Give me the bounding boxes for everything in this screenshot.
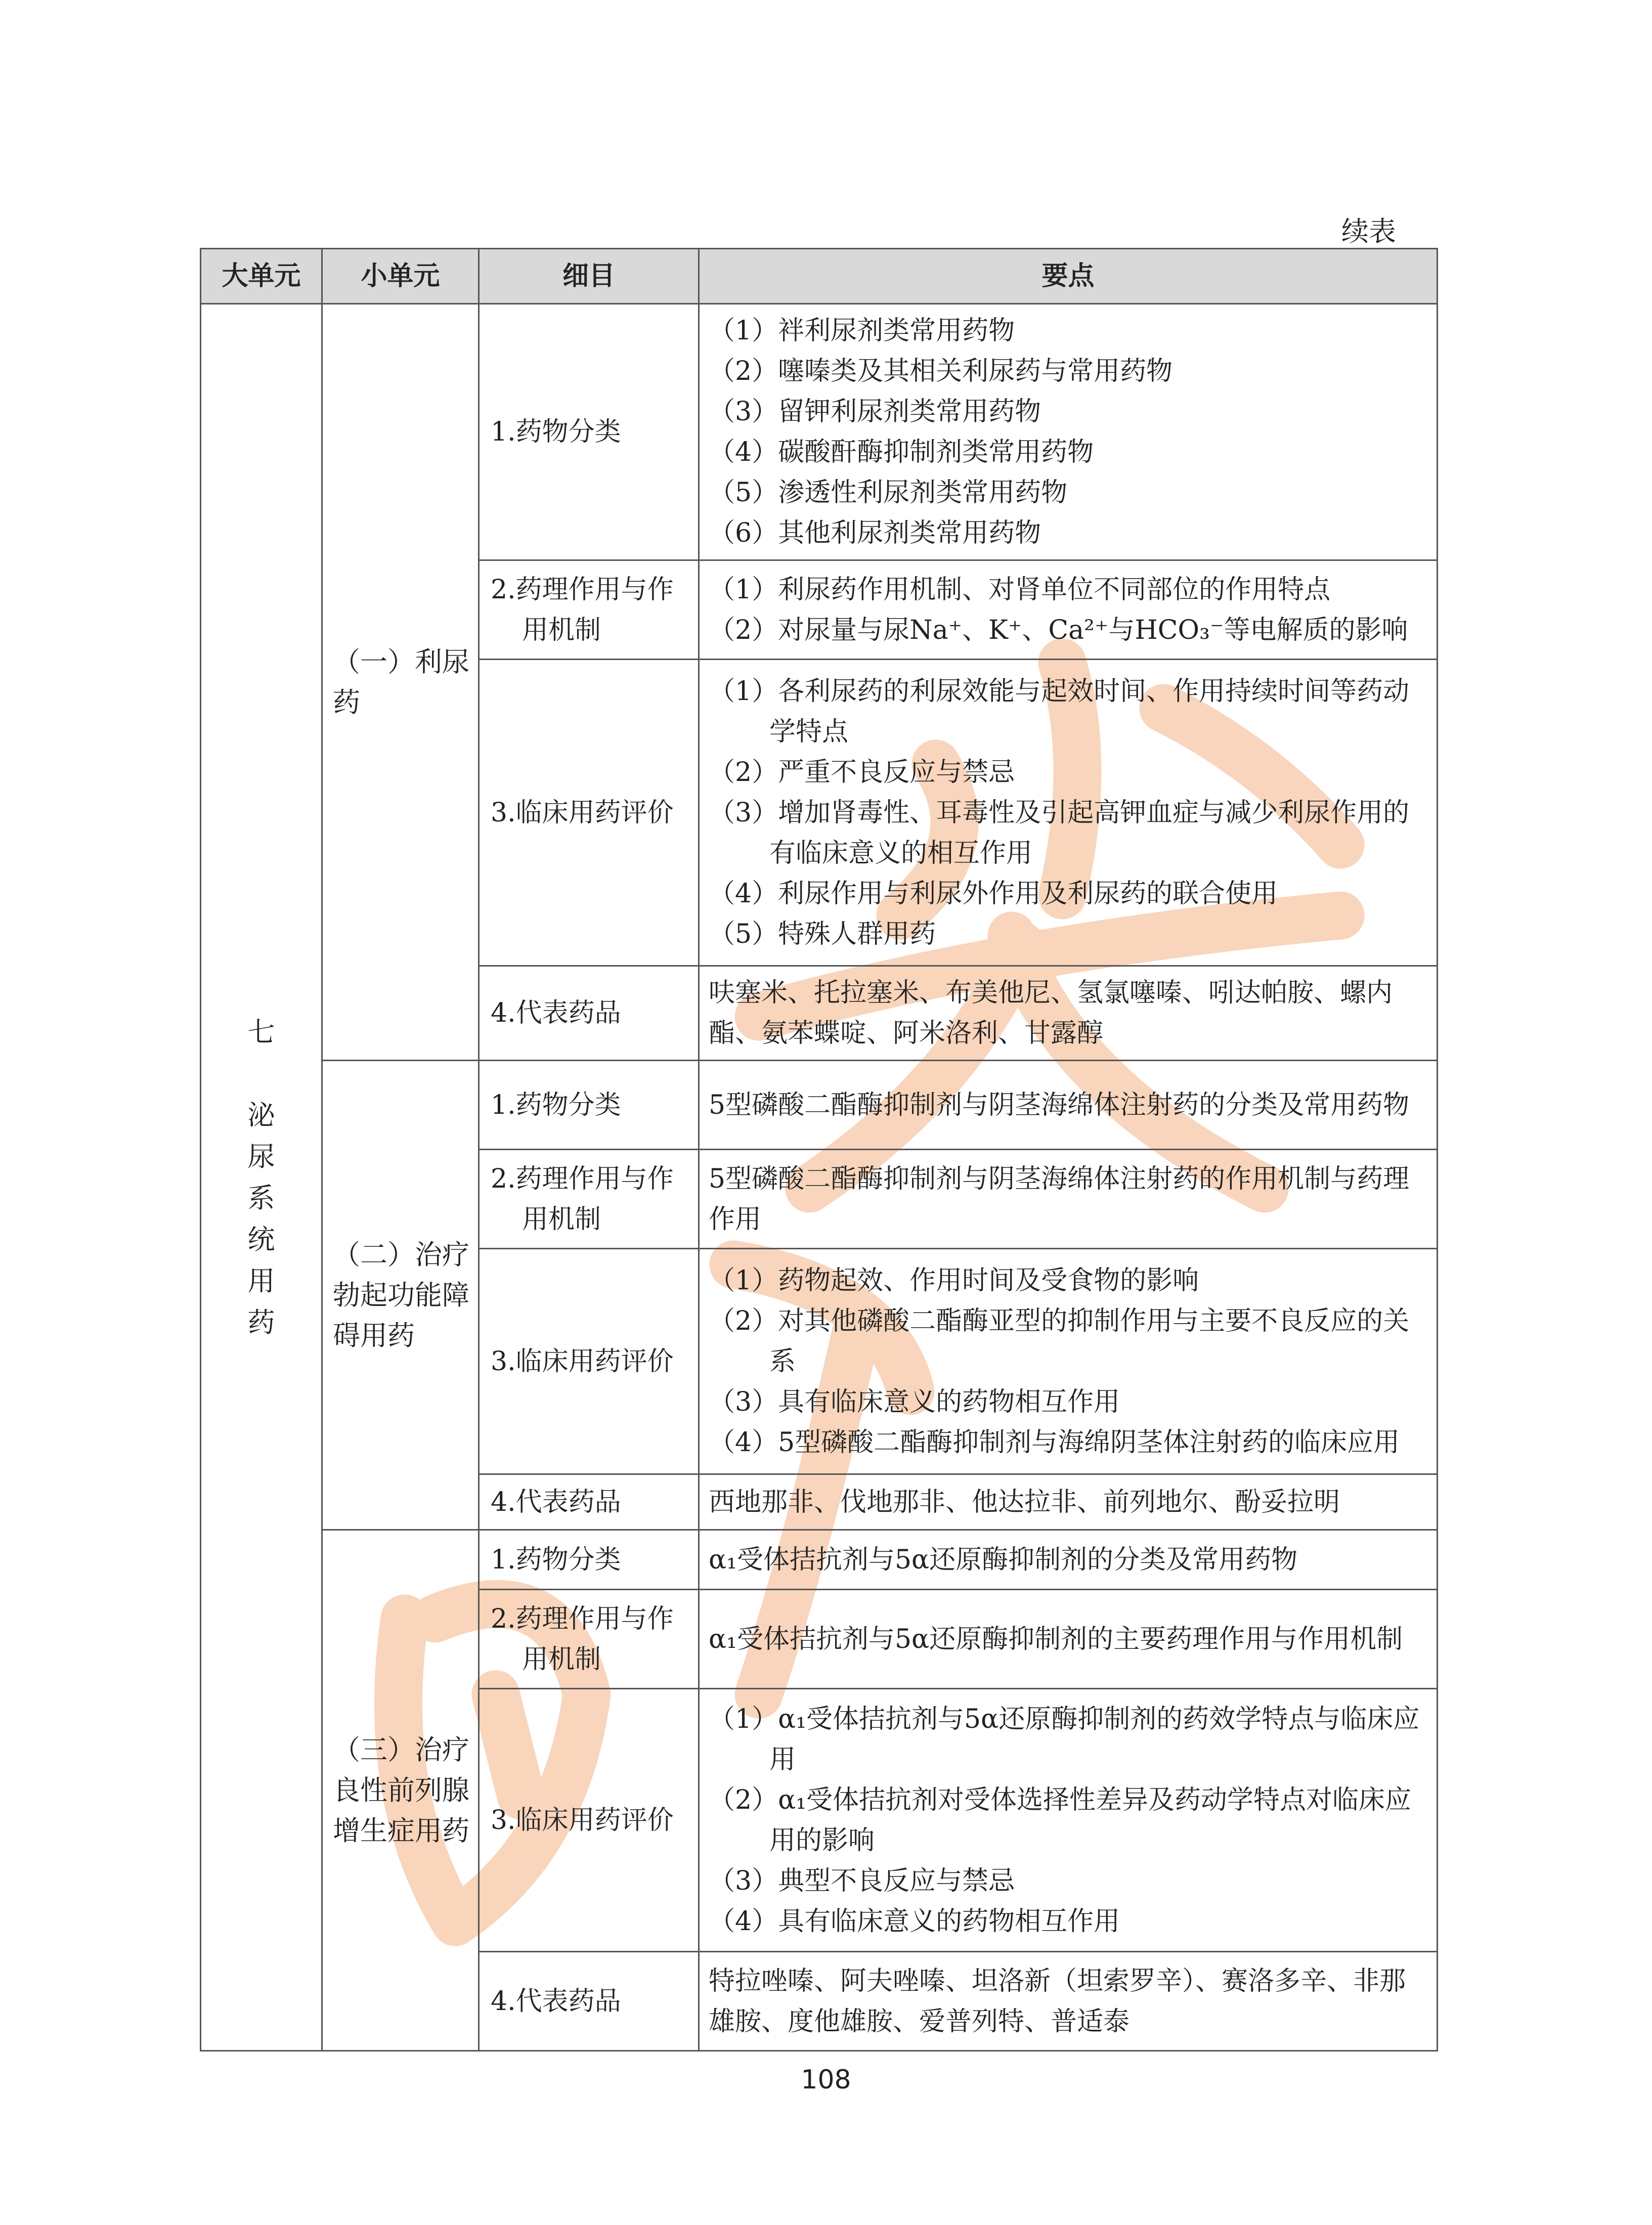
detail-cell <box>479 966 699 1061</box>
point-item: （1）利尿药作用机制、对肾单位不同部位的作用特点 <box>709 574 1331 605</box>
dadanyuan-name-char: 统 <box>247 1223 275 1255</box>
point-item: 5型磷酸二酯酶抑制剂与阴茎海绵体注射药的作用机制与药理作用 <box>709 1163 1410 1235</box>
header-dadanyuan: 大单元 <box>201 249 322 304</box>
point-item: （2）α₁受体拮抗剂对受体选择性差异及药动学特点对临床应用的影响 <box>709 1784 1412 1856</box>
points-cell <box>699 660 1438 966</box>
dadanyuan-name-char: 药 <box>247 1306 275 1338</box>
table-row <box>201 304 1438 560</box>
detail-text: 2.药理作用与作用机制 <box>491 574 674 645</box>
points-cell <box>699 1474 1438 1530</box>
point-item: （6）其他利尿剂类常用药物 <box>709 518 1041 548</box>
point-item: （4）5型磷酸二酯酶抑制剂与海绵阴茎体注射药的临床应用 <box>709 1427 1400 1458</box>
detail-cell <box>479 1689 699 1952</box>
point-item: （1）药物起效、作用时间及受食物的影响 <box>709 1265 1199 1296</box>
detail-text: 1.药物分类 <box>491 1544 621 1575</box>
detail-cell <box>479 1061 699 1150</box>
point-item: （2）严重不良反应与禁忌 <box>709 757 1015 788</box>
header-ximu: 细目 <box>479 249 699 304</box>
point-item: 特拉唑嗪、阿夫唑嗪、坦洛新（坦索罗辛）、赛洛多辛、非那雄胺、度他雄胺、爱普列特、普适泰 <box>709 1966 1406 2037</box>
point-item: （4）利尿作用与利尿外作用及利尿药的联合使用 <box>709 878 1278 909</box>
page-number: 108 <box>801 2065 851 2095</box>
dadanyuan-name-char: 尿 <box>247 1140 275 1172</box>
point-item: （3）具有临床意义的药物相互作用 <box>709 1386 1120 1417</box>
point-item: 呋塞米、托拉塞米、布美他尼、氢氯噻嗪、吲达帕胺、螺内酯、氨苯蝶啶、阿米洛利、甘露醇 <box>709 978 1393 1049</box>
points-cell <box>699 1952 1438 2051</box>
point-item: α₁受体拮抗剂与5α还原酶抑制剂的主要药理作用与作用机制 <box>709 1624 1403 1654</box>
points-cell <box>699 1061 1438 1150</box>
detail-cell <box>479 660 699 966</box>
point-item: （2）对尿量与尿Na⁺、K⁺、Ca²⁺与HCO₃⁻等电解质的影响 <box>709 615 1408 645</box>
point-item: （2）噻嗪类及其相关利尿药与常用药物 <box>709 356 1173 386</box>
detail-text: 1.药物分类 <box>491 417 621 447</box>
point-item: （1）α₁受体拮抗剂与5α还原酶抑制剂的药效学特点与临床应用 <box>709 1704 1420 1775</box>
detail-cell <box>479 1590 699 1689</box>
dadanyuan-number: 七 <box>247 1016 275 1048</box>
detail-text: 3.临床用药评价 <box>491 1805 674 1836</box>
header-xiaodanyuan: 小单元 <box>322 249 479 304</box>
detail-text: 2.药理作用与作用机制 <box>491 1603 674 1675</box>
detail-cell <box>479 1952 699 2051</box>
detail-text: 3.临床用药评价 <box>491 797 674 828</box>
points-cell <box>699 304 1438 560</box>
point-item: （2）对其他磷酸二酯酶亚型的抑制作用与主要不良反应的关系 <box>709 1305 1410 1377</box>
detail-cell <box>479 1249 699 1474</box>
point-item: α₁受体拮抗剂与5α还原酶抑制剂的分类及常用药物 <box>709 1544 1298 1575</box>
point-item: （3）典型不良反应与禁忌 <box>709 1865 1015 1896</box>
header-row <box>201 249 1438 304</box>
detail-cell <box>479 1150 699 1249</box>
point-item: （4）碳酸酐酶抑制剂类常用药物 <box>709 437 1094 467</box>
dadanyuan-name-char: 系 <box>247 1182 275 1214</box>
points-cell <box>699 1249 1438 1474</box>
points-cell <box>699 560 1438 660</box>
point-item: （3）留钾利尿剂类常用药物 <box>709 397 1041 427</box>
detail-cell <box>479 560 699 660</box>
syllabus-table <box>200 248 1438 2052</box>
detail-cell <box>479 1474 699 1530</box>
point-item: （5）渗透性利尿剂类常用药物 <box>709 477 1068 508</box>
points-cell <box>699 1689 1438 1952</box>
subunit-cell: （三）治疗良性前列腺增生症用药 <box>322 1530 479 2051</box>
points-cell <box>699 1530 1438 1590</box>
point-item: （1）各利尿药的利尿效能与起效时间、作用持续时间等药动学特点 <box>709 676 1410 747</box>
dadanyuan-name-char: 用 <box>247 1264 275 1297</box>
detail-text: 4.代表药品 <box>491 1986 621 2017</box>
point-item: （3）增加肾毒性、耳毒性及引起高钾血症与减少利尿作用的有临床意义的相互作用 <box>709 797 1410 868</box>
detail-text: 4.代表药品 <box>491 998 621 1028</box>
points-cell <box>699 966 1438 1061</box>
table-row <box>201 1061 1438 1150</box>
detail-cell <box>479 1530 699 1590</box>
detail-text: 1.药物分类 <box>491 1089 621 1120</box>
detail-text: 3.临床用药评价 <box>491 1346 674 1377</box>
point-item: 西地那非、伐地那非、他达拉非、前列地尔、酚妥拉明 <box>709 1487 1340 1517</box>
detail-text: 4.代表药品 <box>491 1487 621 1517</box>
table-row <box>201 1530 1438 1590</box>
detail-text: 2.药理作用与作用机制 <box>491 1163 674 1235</box>
point-item: （1）袢利尿剂类常用药物 <box>709 316 1015 346</box>
header-yaodian: 要点 <box>699 249 1438 304</box>
points-cell <box>699 1590 1438 1689</box>
points-cell <box>699 1150 1438 1249</box>
subunit-cell: （二）治疗勃起功能障碍用药 <box>322 1061 479 1530</box>
continued-label: 续表 <box>1341 215 1396 247</box>
dadanyuan-name-char: 泌 <box>247 1099 275 1131</box>
detail-cell <box>479 304 699 560</box>
point-item: （4）具有临床意义的药物相互作用 <box>709 1906 1120 1937</box>
subunit-cell: （一）利尿药 <box>322 304 479 1061</box>
point-item: 5型磷酸二酯酶抑制剂与阴茎海绵体注射药的分类及常用药物 <box>709 1089 1410 1120</box>
dadanyuan-cell <box>201 304 322 2051</box>
point-item: （5）特殊人群用药 <box>709 919 936 949</box>
